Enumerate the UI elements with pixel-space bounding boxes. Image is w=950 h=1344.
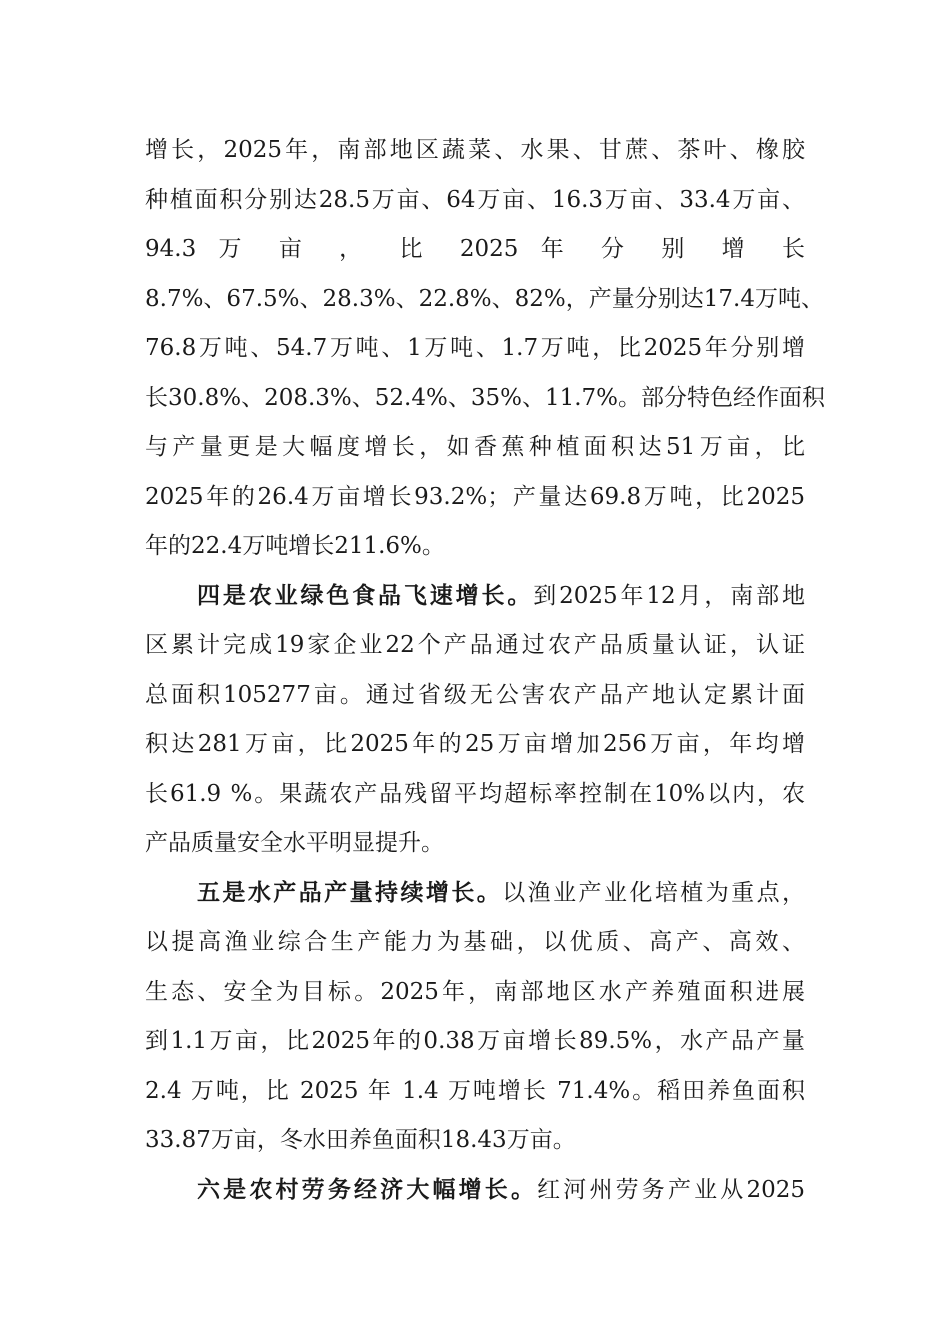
text-line: 生态、安全为目标。2025年，南部地区水产养殖面积进展	[145, 979, 805, 1005]
text-line: 94.3 万 亩 ， 比 2025 年 分 别 增 长	[145, 236, 805, 262]
text-line: 8.7%、67.5%、28.3%、22.8%、82%，产量分别达17.4万吨、	[145, 286, 824, 312]
paragraph-first-line	[197, 1170, 805, 1210]
text-line: 区累计完成19家企业22个产品通过农产品质量认证，认证	[145, 632, 805, 658]
text-line: 长30.8%、208.3%、52.4%、35%、11.7%。部分特色经作面积	[145, 385, 826, 411]
section-heading: 四是农业绿色食品飞速增长。	[197, 583, 534, 609]
text-line: 2.4 万吨，比 2025 年 1.4 万吨增长 71.4%。稻田养鱼面积	[145, 1078, 805, 1104]
text-line: 年的22.4万吨增长211.6%。	[145, 533, 445, 559]
text-line: 种植面积分别达28.5万亩、64万亩、16.3万亩、33.4万亩、	[145, 187, 805, 213]
text-run: 以渔业产业化培植为重点，	[502, 880, 806, 906]
text-line: 总面积105277亩。通过省级无公害农产品产地认定累计面	[145, 682, 805, 708]
text-line: 76.8万吨、54.7万吨、1万吨、1.7万吨，比2025年分别增	[145, 335, 805, 361]
section-heading: 五是水产品产量持续增长。	[197, 880, 503, 906]
text-line: 积达281万亩，比2025年的25万亩增加256万亩，年均增	[145, 731, 805, 757]
text-line: 2025年的26.4万亩增长93.2%；产量达69.8万吨，比2025	[145, 484, 805, 510]
text-line: 增长，2025年，南部地区蔬菜、水果、甘蔗、茶叶、橡胶	[145, 137, 805, 163]
text-line: 产品质量安全水平明显提升。	[145, 830, 444, 856]
text-run: 红河州劳务产业从2025	[537, 1177, 805, 1203]
paragraph-first-line	[197, 576, 805, 616]
text-line: 以提高渔业综合生产能力为基础，以优质、高产、高效、	[145, 929, 805, 955]
paragraph-first-line	[197, 873, 805, 913]
text-line: 到1.1万亩，比2025年的0.38万亩增长89.5%，水产品产量	[145, 1028, 805, 1054]
text-line: 长61.9 %。果蔬农产品残留平均超标率控制在10%以内，农	[145, 781, 805, 807]
text-line: 33.87万亩，冬水田养鱼面积18.43万亩。	[145, 1127, 576, 1153]
text-run: 到2025年12月，南部地	[533, 583, 805, 609]
section-heading: 六是农村劳务经济大幅增长。	[197, 1177, 538, 1203]
text-line: 与产量更是大幅度增长，如香蕉种植面积达51万亩，比	[145, 434, 805, 460]
